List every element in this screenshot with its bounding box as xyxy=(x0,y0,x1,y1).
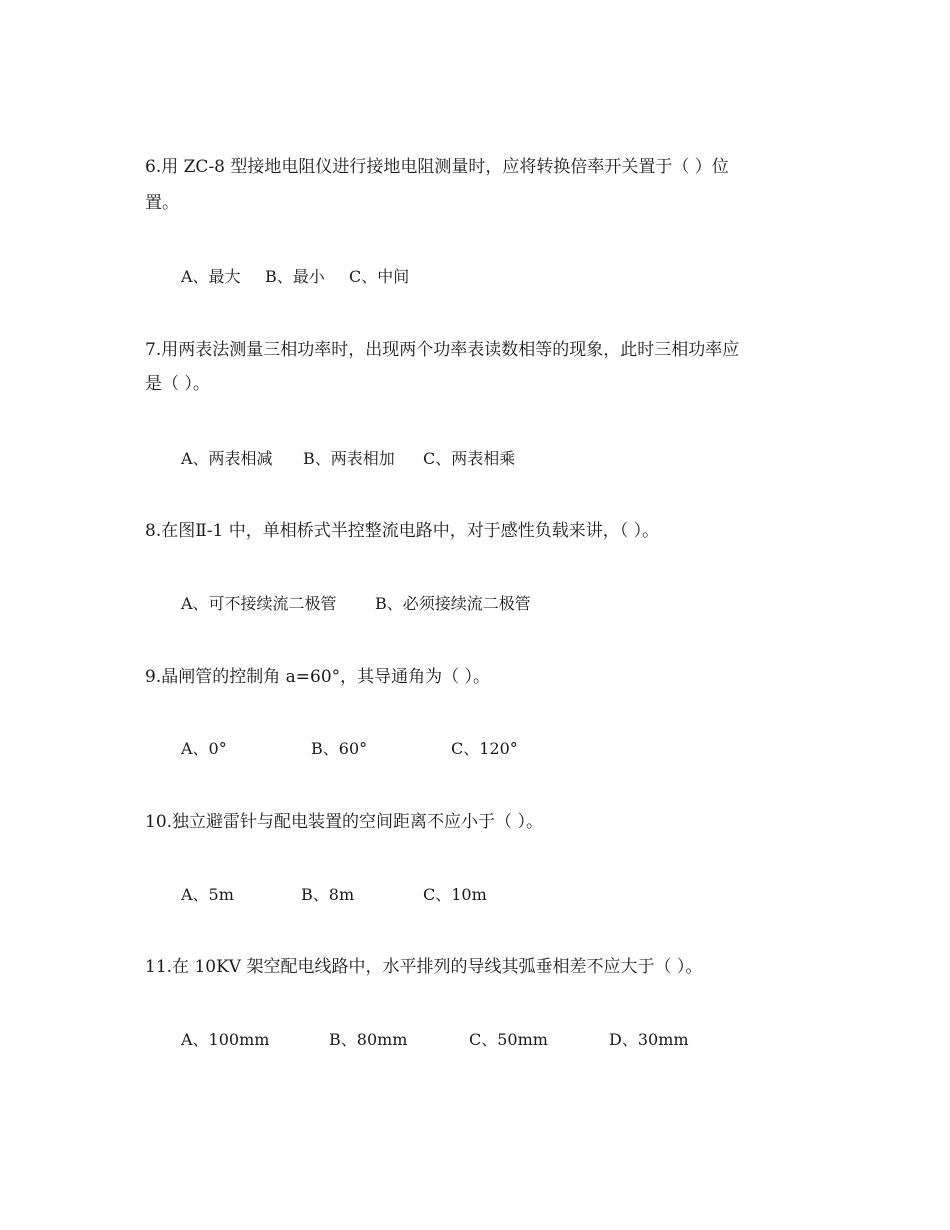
option-b: B、80mm xyxy=(329,1030,408,1049)
option-b: B、必须接续流二极管 xyxy=(375,594,531,613)
option-a: A、最大 xyxy=(181,267,241,286)
option-c: C、中间 xyxy=(349,267,410,286)
option-c: C、10m xyxy=(423,885,487,904)
option-b: B、60° xyxy=(311,739,368,758)
option-c: C、50mm xyxy=(469,1030,548,1049)
option-c: C、两表相乘 xyxy=(423,449,516,468)
question-11-line-1: 11.在 10KV 架空配电线路中，水平排列的导线其弧垂相差不应大于（ ）。 xyxy=(145,957,703,977)
question-7-line-2: 是（ ）。 xyxy=(145,374,210,394)
option-a: A、两表相减 xyxy=(181,449,273,468)
option-a: A、可不接续流二极管 xyxy=(181,594,337,613)
question-10-line-1: 10.独立避雷针与配电装置的空间距离不应小于（ ）。 xyxy=(145,812,543,832)
option-b: B、两表相加 xyxy=(303,449,395,468)
option-b: B、8m xyxy=(301,885,355,904)
question-9-line-1: 9.晶闸管的控制角 a=60°，其导通角为（ ）。 xyxy=(145,667,491,687)
option-a: A、5m xyxy=(181,885,234,904)
option-c: C、120° xyxy=(451,739,518,758)
option-b: B、最小 xyxy=(265,267,325,286)
option-d: D、30mm xyxy=(609,1030,689,1049)
question-8-line-1: 8.在图Ⅱ-1 中，单相桥式半控整流电路中，对于感性负载来讲，（ ）。 xyxy=(145,521,660,541)
option-a: A、0° xyxy=(181,739,227,758)
question-6-line-1: 6.用 ZC-8 型接地电阻仪进行接地电阻测量时，应将转换倍率开关置于（ ）位 xyxy=(145,157,729,177)
question-7-line-1: 7.用两表法测量三相功率时，出现两个功率表读数相等的现象，此时三相功率应 xyxy=(145,340,740,360)
question-6-line-2: 置。 xyxy=(145,193,179,213)
option-a: A、100mm xyxy=(181,1030,270,1049)
